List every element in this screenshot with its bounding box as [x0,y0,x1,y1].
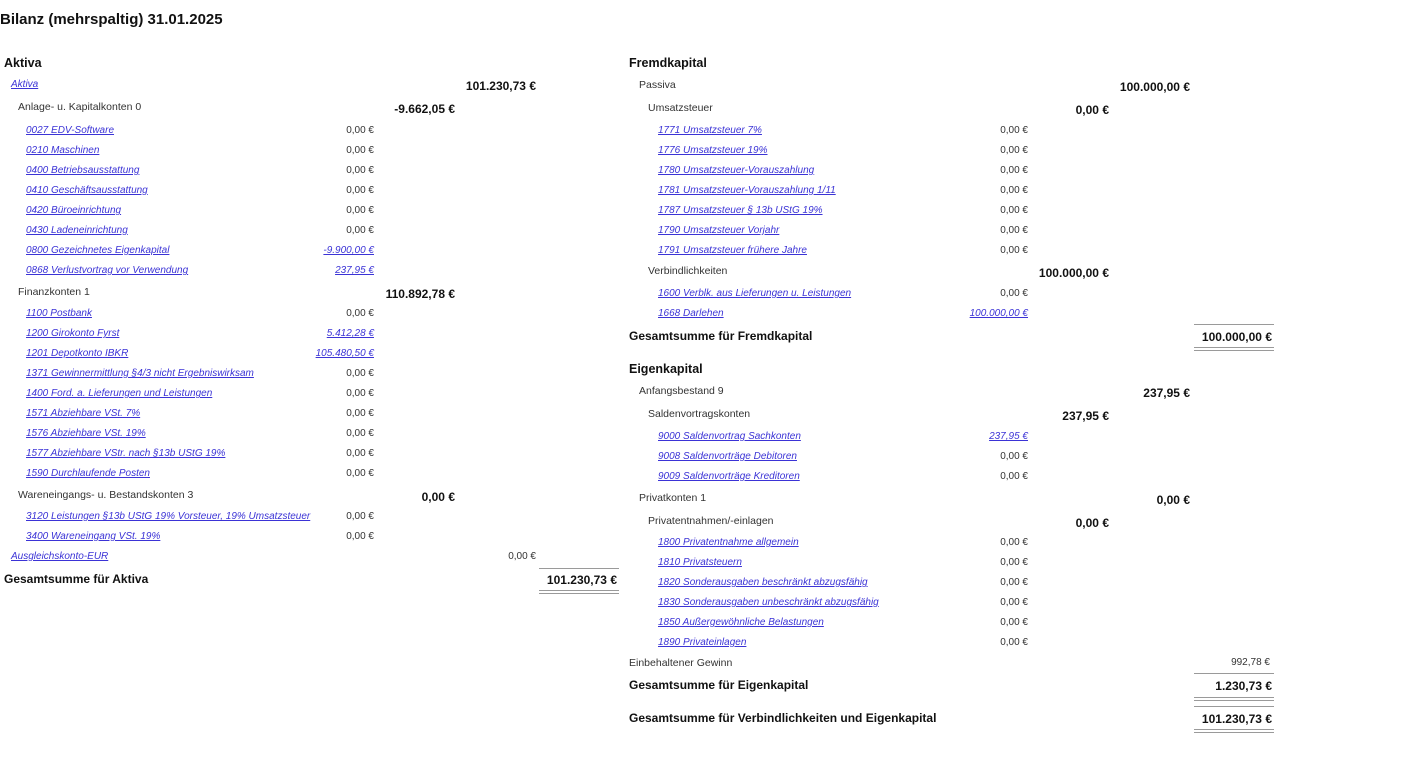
account-link[interactable]: 1781 Umsatzsteuer-Vorauszahlung 1/11 [658,185,836,196]
group-value-wareneingang: 0,00 € [421,490,455,504]
ausgleichskonto-value: 0,00 € [508,551,536,562]
account-link[interactable]: 3120 Leistungen §13b UStG 19% Vorsteuer, 19% Umsatzsteuer [26,511,311,522]
eigenkapital-heading: Eigenkapital [629,362,703,376]
aktiva-total-value: 101.230,73 € [546,573,617,587]
group-label-wareneingang: Wareneingangs- u. Bestandskonten 3 [18,489,194,501]
account-value: 0,00 € [1000,557,1028,568]
account-link[interactable]: 0800 Gezeichnetes Eigenkapital [26,245,170,256]
privatkonten-label: Privatkonten 1 [639,492,707,504]
fremdkapital-heading: Fremdkapital [629,56,707,70]
account-value: 0,00 € [346,125,374,136]
account-value: 0,00 € [346,468,374,479]
account-link[interactable]: 1100 Postbank [26,308,92,319]
account-link[interactable]: 1571 Abziehbare VSt. 7% [26,408,141,419]
group-label-saldenvortrag: Saldenvortragskonten [648,408,751,420]
account-value: 0,00 € [1000,617,1028,628]
account-value: 0,00 € [346,428,374,439]
account-link[interactable]: 0210 Maschinen [26,145,100,156]
grand-total-value: 101.230,73 € [1201,712,1272,726]
account-value: 0,00 € [346,205,374,216]
double-rule [1194,729,1274,733]
account-link[interactable]: 1780 Umsatzsteuer-Vorauszahlung [658,165,815,176]
account-link[interactable]: 1791 Umsatzsteuer frühere Jahre [658,245,807,256]
account-link[interactable]: 9000 Saldenvortrag Sachkonten [658,431,801,442]
account-value: 0,00 € [346,185,374,196]
eigenkapital-total-label: Gesamtsumme für Eigenkapital [629,678,809,692]
account-value-link[interactable]: 5.412,28 € [326,328,374,339]
account-link[interactable]: 0410 Geschäftsausstattung [26,185,148,196]
account-link[interactable]: 1810 Privatsteuern [658,557,742,568]
fremdkapital-total-value: 100.000,00 € [1201,330,1272,344]
sum-rule [1194,706,1274,707]
privatkonten-value: 0,00 € [1156,493,1190,507]
group-label-privatentnahmen: Privatentnahmen/-einlagen [648,515,774,527]
account-value: 0,00 € [346,511,374,522]
account-link[interactable]: 1200 Girokonto Fyrst [26,328,120,339]
account-link[interactable]: 9008 Saldenvorträge Debitoren [658,451,797,462]
account-link[interactable]: 1400 Ford. a. Lieferungen und Leistungen [26,388,213,399]
account-link[interactable]: 1776 Umsatzsteuer 19% [658,145,768,156]
account-value-link[interactable]: 100.000,00 € [969,308,1028,319]
group-value-privatentnahmen: 0,00 € [1075,516,1109,530]
fremdkapital-total-label: Gesamtsumme für Fremdkapital [629,329,813,343]
account-value: 0,00 € [1000,597,1028,608]
account-value: 0,00 € [1000,577,1028,588]
account-link[interactable]: 3400 Wareneingang VSt. 19% [26,531,161,542]
account-link[interactable]: 0868 Verlustvortrag vor Verwendung [26,265,189,276]
group-value-umsatzsteuer: 0,00 € [1075,103,1109,117]
account-link[interactable]: 1850 Außergewöhnliche Belastungen [658,617,824,628]
group-value-verbindlichkeiten: 100.000,00 € [1038,266,1109,280]
account-value: 0,00 € [1000,225,1028,236]
account-link[interactable]: 1371 Gewinnermittlung §4/3 nicht Ergebniswirksam [26,368,254,379]
account-value: 0,00 € [346,308,374,319]
account-value: 0,00 € [1000,245,1028,256]
passiva-label: Passiva [639,79,676,91]
account-value: 0,00 € [346,368,374,379]
aktiva-root-link[interactable]: Aktiva [11,79,39,90]
account-value-link[interactable]: 105.480,50 € [315,348,374,359]
account-value: 0,00 € [1000,471,1028,482]
account-link[interactable]: 1820 Sonderausgaben beschränkt abzugsfähig [658,577,868,588]
account-link[interactable]: 0400 Betriebsausstattung [26,165,140,176]
account-value: 0,00 € [346,408,374,419]
account-link[interactable]: 0027 EDV-Software [26,125,115,136]
account-link[interactable]: 1201 Depotkonto IBKR [26,348,129,359]
group-label-anlage: Anlage- u. Kapitalkonten 0 [18,101,142,113]
account-value-link[interactable]: 237,95 € [989,431,1028,442]
aktiva-total-label: Gesamtsumme für Aktiva [4,572,149,586]
group-value-saldenvortrag: 237,95 € [1062,409,1109,423]
account-value: 0,00 € [1000,145,1028,156]
account-link[interactable]: 1890 Privateinlagen [658,637,747,648]
double-rule [1194,347,1274,351]
sum-rule [1194,673,1274,674]
account-link[interactable]: 1576 Abziehbare VSt. 19% [26,428,146,439]
account-link[interactable]: 9009 Saldenvorträge Kreditoren [658,471,800,482]
account-link[interactable]: 1787 Umsatzsteuer § 13b UStG 19% [658,205,823,216]
account-value: 0,00 € [346,165,374,176]
double-rule [1194,697,1274,701]
account-link[interactable]: 1590 Durchlaufende Posten [26,468,150,479]
account-value: 0,00 € [1000,288,1028,299]
account-value: 0,00 € [346,531,374,542]
account-value: 0,00 € [1000,537,1028,548]
account-value: 0,00 € [1000,165,1028,176]
account-value: 0,00 € [1000,451,1028,462]
account-link[interactable]: 1830 Sonderausgaben unbeschränkt abzugsfähig [658,597,879,608]
account-value: 0,00 € [346,145,374,156]
account-link[interactable]: 1668 Darlehen [658,308,724,319]
account-link[interactable]: 1790 Umsatzsteuer Vorjahr [658,225,780,236]
account-link[interactable]: 1771 Umsatzsteuer 7% [658,125,762,136]
account-value: 0,00 € [346,448,374,459]
sum-rule [1194,324,1274,325]
group-value-finanz: 110.892,78 € [385,287,455,301]
account-link[interactable]: 0430 Ladeneinrichtung [26,225,128,236]
aktiva-heading: Aktiva [4,56,42,70]
eigenkapital-total-value: 1.230,73 € [1215,679,1272,693]
group-label-umsatzsteuer: Umsatzsteuer [648,102,713,114]
einbehaltener-gewinn-value: 992,78 € [1231,657,1270,668]
account-value: 0,00 € [1000,205,1028,216]
account-value-link[interactable]: -9.900,00 € [323,245,374,256]
double-rule [539,590,619,594]
aktiva-root-value: 101.230,73 € [465,79,536,93]
account-link[interactable]: 1600 Verblk. aus Lieferungen u. Leistungen [658,288,852,299]
passiva-value: 100.000,00 € [1119,80,1190,94]
group-label-verbindlichkeiten: Verbindlichkeiten [648,265,728,277]
account-link[interactable]: 1800 Privatentnahme allgemein [658,537,799,548]
account-value: 0,00 € [1000,125,1028,136]
grand-total-label: Gesamtsumme für Verbindlichkeiten und Eigenkapital [629,711,937,725]
anfangsbestand-value: 237,95 € [1143,386,1190,400]
account-link[interactable]: 1577 Abziehbare VStr. nach §13b UStG 19% [26,448,226,459]
ausgleichskonto-link[interactable]: Ausgleichskonto-EUR [11,551,109,562]
page-title: Bilanz (mehrspaltig) 31.01.2025 [0,11,223,28]
anfangsbestand-label: Anfangsbestand 9 [639,385,724,397]
sum-rule [539,568,619,569]
einbehaltener-gewinn-label: Einbehaltener Gewinn [629,657,733,669]
account-value: 0,00 € [346,388,374,399]
account-link[interactable]: 0420 Büroeinrichtung [26,205,122,216]
account-value: 0,00 € [1000,637,1028,648]
group-label-finanz: Finanzkonten 1 [18,286,90,298]
account-value-link[interactable]: 237,95 € [335,265,374,276]
account-value: 0,00 € [346,225,374,236]
group-value-anlage: -9.662,05 € [394,102,455,116]
account-value: 0,00 € [1000,185,1028,196]
